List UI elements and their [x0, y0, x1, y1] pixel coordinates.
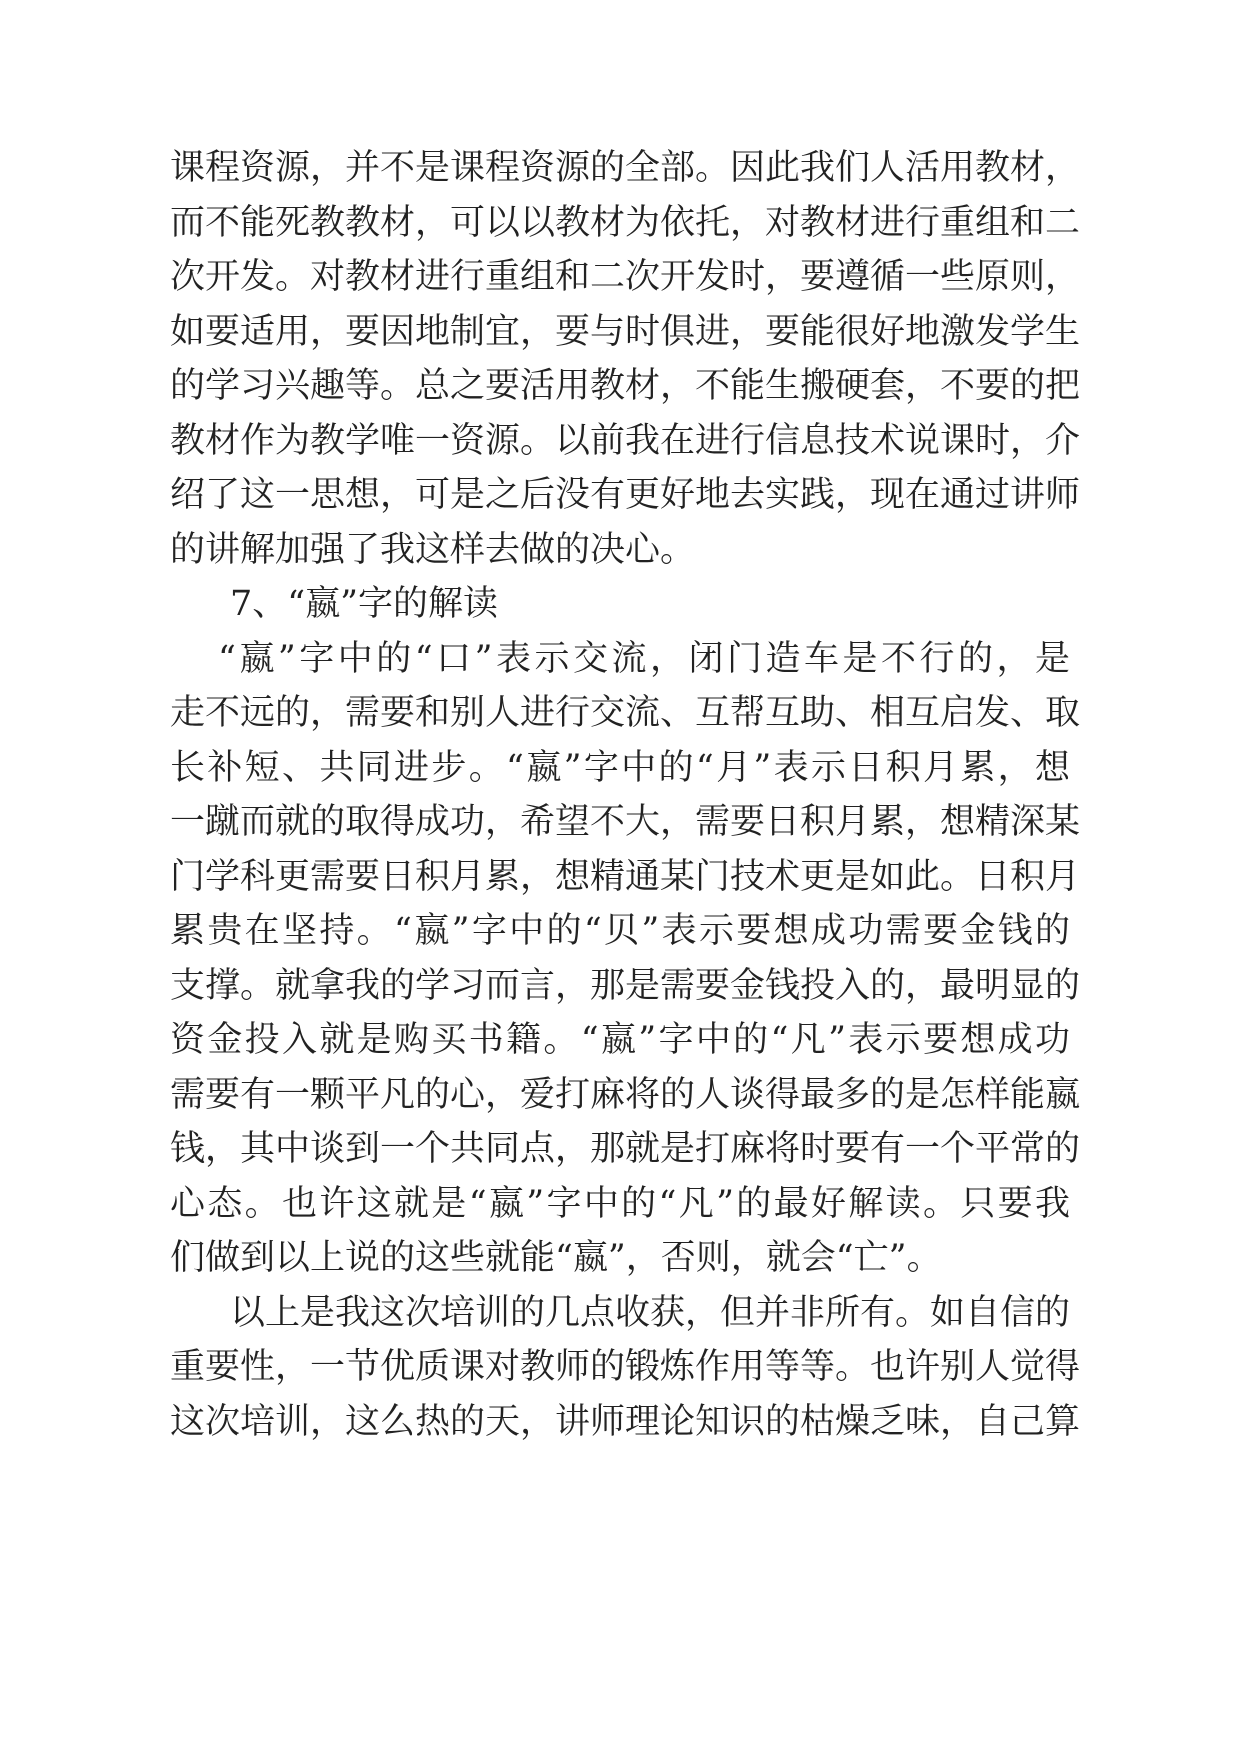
text-line: 如要适用，要因地制宜，要与时俱进，要能很好地激发学生	[170, 312, 1081, 352]
text-line: 支撑。就拿我的学习而言，那是需要金钱投入的，最明显的	[170, 966, 1081, 1006]
text-line: 以上是我这次培训的几点收获，但并非所有。如自信的	[230, 1293, 1071, 1333]
text-line: 的学习兴趣等。总之要活用教材，不能生搬硬套，不要的把	[170, 366, 1081, 406]
text-line: 长补短、共同进步。“嬴”字中的“月”表示日积月累，想	[170, 748, 1070, 788]
text-line: 心态。也许这就是“嬴”字中的“凡”的最好解读。只要我	[170, 1184, 1070, 1224]
text-line: 一蹴而就的取得成功，希望不大，需要日积月累，想精深某	[170, 802, 1081, 842]
text-line: 走不远的，需要和别人进行交流、互帮互助、相互启发、取	[170, 693, 1081, 733]
text-line: 资金投入就是购买书籍。“嬴”字中的“凡”表示要想成功	[170, 1020, 1070, 1060]
text-line: 次开发。对教材进行重组和二次开发时，要遵循一些原则，	[170, 257, 1081, 297]
text-line: 课程资源，并不是课程资源的全部。因此我们人活用教材，	[170, 148, 1081, 188]
text-line: 的讲解加强了我这样去做的决心。	[170, 530, 696, 570]
text-line: 钱，其中谈到一个共同点，那就是打麻将时要有一个平常的	[170, 1129, 1081, 1169]
text-line: 而不能死教教材，可以以教材为依托，对教材进行重组和二	[170, 203, 1081, 243]
text-line: 门学科更需要日积月累，想精通某门技术更是如此。日积月	[170, 857, 1081, 897]
text-line: 重要性，一节优质课对教师的锻炼作用等等。也许别人觉得	[170, 1347, 1081, 1387]
text-line: 需要有一颗平凡的心，爱打麻将的人谈得最多的是怎样能嬴	[170, 1075, 1081, 1115]
text-line: 累贵在坚持。“嬴”字中的“贝”表示要想成功需要金钱的	[170, 911, 1070, 951]
text-line: “嬴”字中的“口”表示交流，闭门造车是不行的，是	[218, 639, 1070, 679]
text-line: 教材作为教学唯一资源。以前我在进行信息技术说课时，介	[170, 421, 1081, 461]
section-heading: 7、“嬴”字的解读	[230, 584, 499, 624]
text-line: 这次培训，这么热的天，讲师理论知识的枯燥乏味，自己算	[170, 1402, 1081, 1442]
text-line: 们做到以上说的这些就能“嬴”，否则，就会“亡”。	[170, 1238, 942, 1278]
text-line: 绍了这一思想，可是之后没有更好地去实践，现在通过讲师	[170, 475, 1081, 515]
